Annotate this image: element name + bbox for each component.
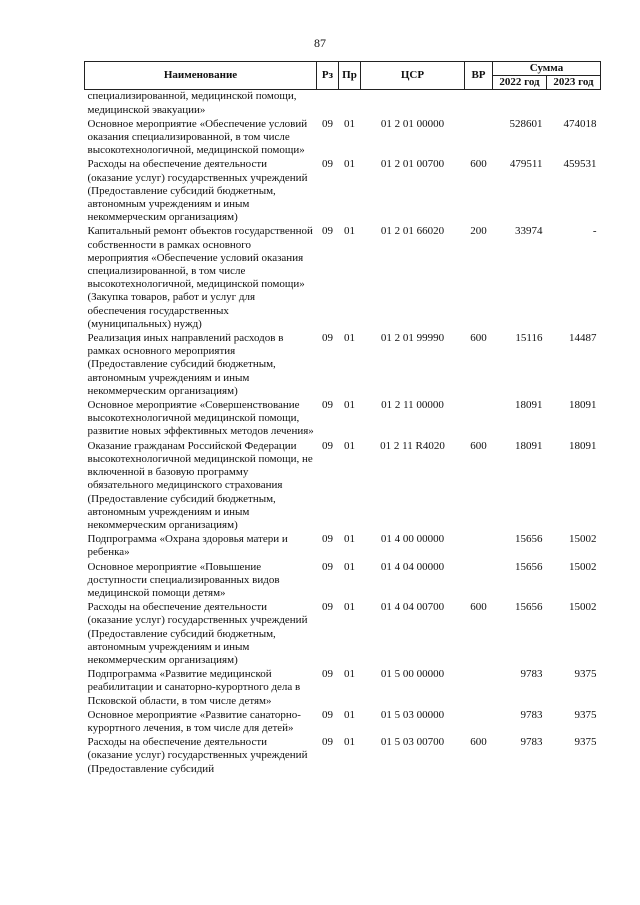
row-rz: 09 xyxy=(322,225,333,238)
row-vr: 600 xyxy=(470,439,487,452)
row-pr: 01 xyxy=(344,158,355,171)
row-csr xyxy=(361,90,465,118)
row-csr: 01 2 11 R4020 xyxy=(380,439,445,452)
table-row xyxy=(85,332,601,399)
row-vr: 600 xyxy=(470,736,487,749)
row-sum-2022 xyxy=(493,90,547,118)
row-pr: 01 xyxy=(344,439,355,452)
header-name: Наименование xyxy=(85,62,317,90)
budget-table xyxy=(84,61,601,777)
row-vr xyxy=(465,118,493,159)
row-sum-2022: 15656 xyxy=(515,560,543,573)
row-csr: 01 2 01 99990 xyxy=(380,332,445,345)
table-header-row xyxy=(85,62,601,76)
row-name: Основное мероприятие «Обеспечение условий оказания специализированной, в том числе высокотехнологичной, медицинской помощи» xyxy=(87,117,308,157)
table-row xyxy=(85,736,601,777)
row-sum-2023: 474018 xyxy=(563,117,597,130)
row-vr xyxy=(465,668,493,709)
row-sum-2023: 14487 xyxy=(569,332,597,345)
row-pr: 01 xyxy=(344,117,355,130)
row-rz: 09 xyxy=(322,736,333,749)
row-sum-2022: 33974 xyxy=(515,225,543,238)
row-csr: 01 4 04 00000 xyxy=(380,560,445,573)
row-pr: 01 xyxy=(344,668,355,681)
row-rz: 09 xyxy=(322,399,333,412)
row-rz: 09 xyxy=(322,332,333,345)
row-name: Реализация иных направлений расходов в рамках основного мероприятия (Предоставление субсидий бюджетным, автономным учреждениям и иным некоммерческим организациям) xyxy=(87,332,284,397)
header-year-2023: 2023 год xyxy=(547,76,601,90)
row-rz: 09 xyxy=(322,533,333,546)
header-year-2022: 2022 год xyxy=(493,76,547,90)
row-vr: 600 xyxy=(470,332,487,345)
row-sum-2023: 15002 xyxy=(569,601,597,614)
row-rz: 09 xyxy=(322,158,333,171)
row-name: Основное мероприятие «Развитие санаторно-курортного лечения, в том числе для детей» xyxy=(87,708,301,734)
table-row xyxy=(85,533,601,560)
page-number: 87 xyxy=(314,36,326,50)
row-rz: 09 xyxy=(322,439,333,452)
row-vr xyxy=(465,399,493,440)
row-vr: 600 xyxy=(470,158,487,171)
row-sum-2022: 9783 xyxy=(520,708,543,721)
row-rz: 09 xyxy=(322,668,333,681)
row-csr: 01 2 01 00000 xyxy=(380,117,445,130)
table-row xyxy=(85,709,601,736)
table-row xyxy=(85,561,601,602)
row-pr: 01 xyxy=(344,560,355,573)
row-name: Основное мероприятие «Повышение доступности специализированных видов медицинской помощи детям» xyxy=(87,560,280,599)
row-sum-2022: 9783 xyxy=(520,736,543,749)
row-vr: 200 xyxy=(470,225,487,238)
row-pr: 01 xyxy=(344,601,355,614)
row-csr: 01 2 01 00700 xyxy=(380,158,445,171)
row-csr: 01 2 11 00000 xyxy=(381,399,444,412)
row-sum-2023: - xyxy=(592,225,597,238)
row-pr xyxy=(339,90,361,118)
row-sum-2023: 18091 xyxy=(569,399,597,412)
row-sum-2023 xyxy=(547,90,601,118)
row-csr: 01 5 00 00000 xyxy=(380,668,445,681)
row-pr: 01 xyxy=(344,736,355,749)
table-row xyxy=(85,601,601,668)
row-csr: 01 4 00 00000 xyxy=(380,533,445,546)
header-csr: ЦСР xyxy=(361,62,465,90)
row-vr xyxy=(465,90,493,118)
table-row xyxy=(85,90,601,118)
row-sum-2022: 18091 xyxy=(515,399,543,412)
row-name: Основное мероприятие «Совершенствование высокотехнологичной медицинской помощи, развитие новых эффективных методов лечения» xyxy=(87,399,314,438)
row-pr: 01 xyxy=(344,332,355,345)
row-name: Расходы на обеспечение деятельности (оказание услуг) государственных учреждений (Предоставление субсидий xyxy=(87,736,308,775)
row-rz: 09 xyxy=(322,601,333,614)
table-row xyxy=(85,158,601,225)
row-sum-2022: 15656 xyxy=(515,601,543,614)
row-sum-2023: 18091 xyxy=(569,439,597,452)
row-sum-2023: 9375 xyxy=(574,708,597,721)
row-rz: 09 xyxy=(322,117,333,130)
row-vr xyxy=(465,533,493,560)
row-name: Подпрограмма «Развитие медицинской реабилитации и санаторно-курортного дела в Псковской области, в том числе детям» xyxy=(87,668,301,707)
header-rz: Рз xyxy=(317,62,339,90)
row-pr: 01 xyxy=(344,225,355,238)
row-name: Подпрограмма «Охрана здоровья матери и ребенка» xyxy=(87,533,288,559)
row-pr: 01 xyxy=(344,399,355,412)
table-row xyxy=(85,440,601,533)
header-vr: ВР xyxy=(465,62,493,90)
row-name: Капитальный ремонт объектов государственной собственности в рамках основного мероприятия «Обеспечение условий оказания специализированной, в том числе высокотехнологичной, медицинской помощи» (Закупка товаров, работ и услуг для обеспечения государственных (муниципальных) нужд) xyxy=(87,225,313,330)
row-rz xyxy=(317,90,339,118)
table-row xyxy=(85,399,601,440)
row-sum-2022: 528601 xyxy=(509,117,543,130)
row-sum-2022: 479511 xyxy=(509,158,543,171)
row-rz: 09 xyxy=(322,708,333,721)
row-csr: 01 5 03 00000 xyxy=(380,708,445,721)
row-sum-2022: 18091 xyxy=(515,439,543,452)
row-vr xyxy=(465,561,493,602)
row-sum-2023: 15002 xyxy=(569,560,597,573)
row-csr: 01 5 03 00700 xyxy=(380,736,445,749)
row-vr: 600 xyxy=(470,601,487,614)
header-sum: Сумма xyxy=(493,62,601,76)
row-rz: 09 xyxy=(322,560,333,573)
row-name: Расходы на обеспечение деятельности (оказание услуг) государственных учреждений (Предоставление субсидий бюджетным, автономным учреждениям и иным некоммерческим организациям) xyxy=(87,158,308,224)
row-name: Оказание гражданам Российской Федерации высокотехнологичной медицинской помощи, не включенной в базовую программу обязательного медицинского страхования (Предоставление субсидий бюджетным, автономным учреждениям и иным некоммерческим организациям) xyxy=(87,439,313,531)
table-row xyxy=(85,668,601,709)
row-csr: 01 2 01 66020 xyxy=(380,225,445,238)
header-pr: Пр xyxy=(339,62,361,90)
row-vr xyxy=(465,709,493,736)
row-name: Расходы на обеспечение деятельности (оказание услуг) государственных учреждений (Предоставление субсидий бюджетным, автономным учреждениям и иным некоммерческим организациям) xyxy=(87,601,308,666)
row-sum-2023: 9375 xyxy=(574,668,597,681)
row-pr: 01 xyxy=(344,533,355,546)
row-name: специализированной, медицинской помощи, медицинской эвакуации» xyxy=(87,90,297,116)
row-sum-2023: 15002 xyxy=(569,533,597,546)
row-csr: 01 4 04 00700 xyxy=(380,601,445,614)
table-row xyxy=(85,118,601,159)
row-sum-2022: 15656 xyxy=(515,533,543,546)
row-sum-2022: 15116 xyxy=(515,332,543,345)
row-sum-2022: 9783 xyxy=(520,668,543,681)
table-row xyxy=(85,225,601,332)
row-sum-2023: 459531 xyxy=(563,158,597,171)
row-sum-2023: 9375 xyxy=(574,736,597,749)
row-pr: 01 xyxy=(344,708,355,721)
